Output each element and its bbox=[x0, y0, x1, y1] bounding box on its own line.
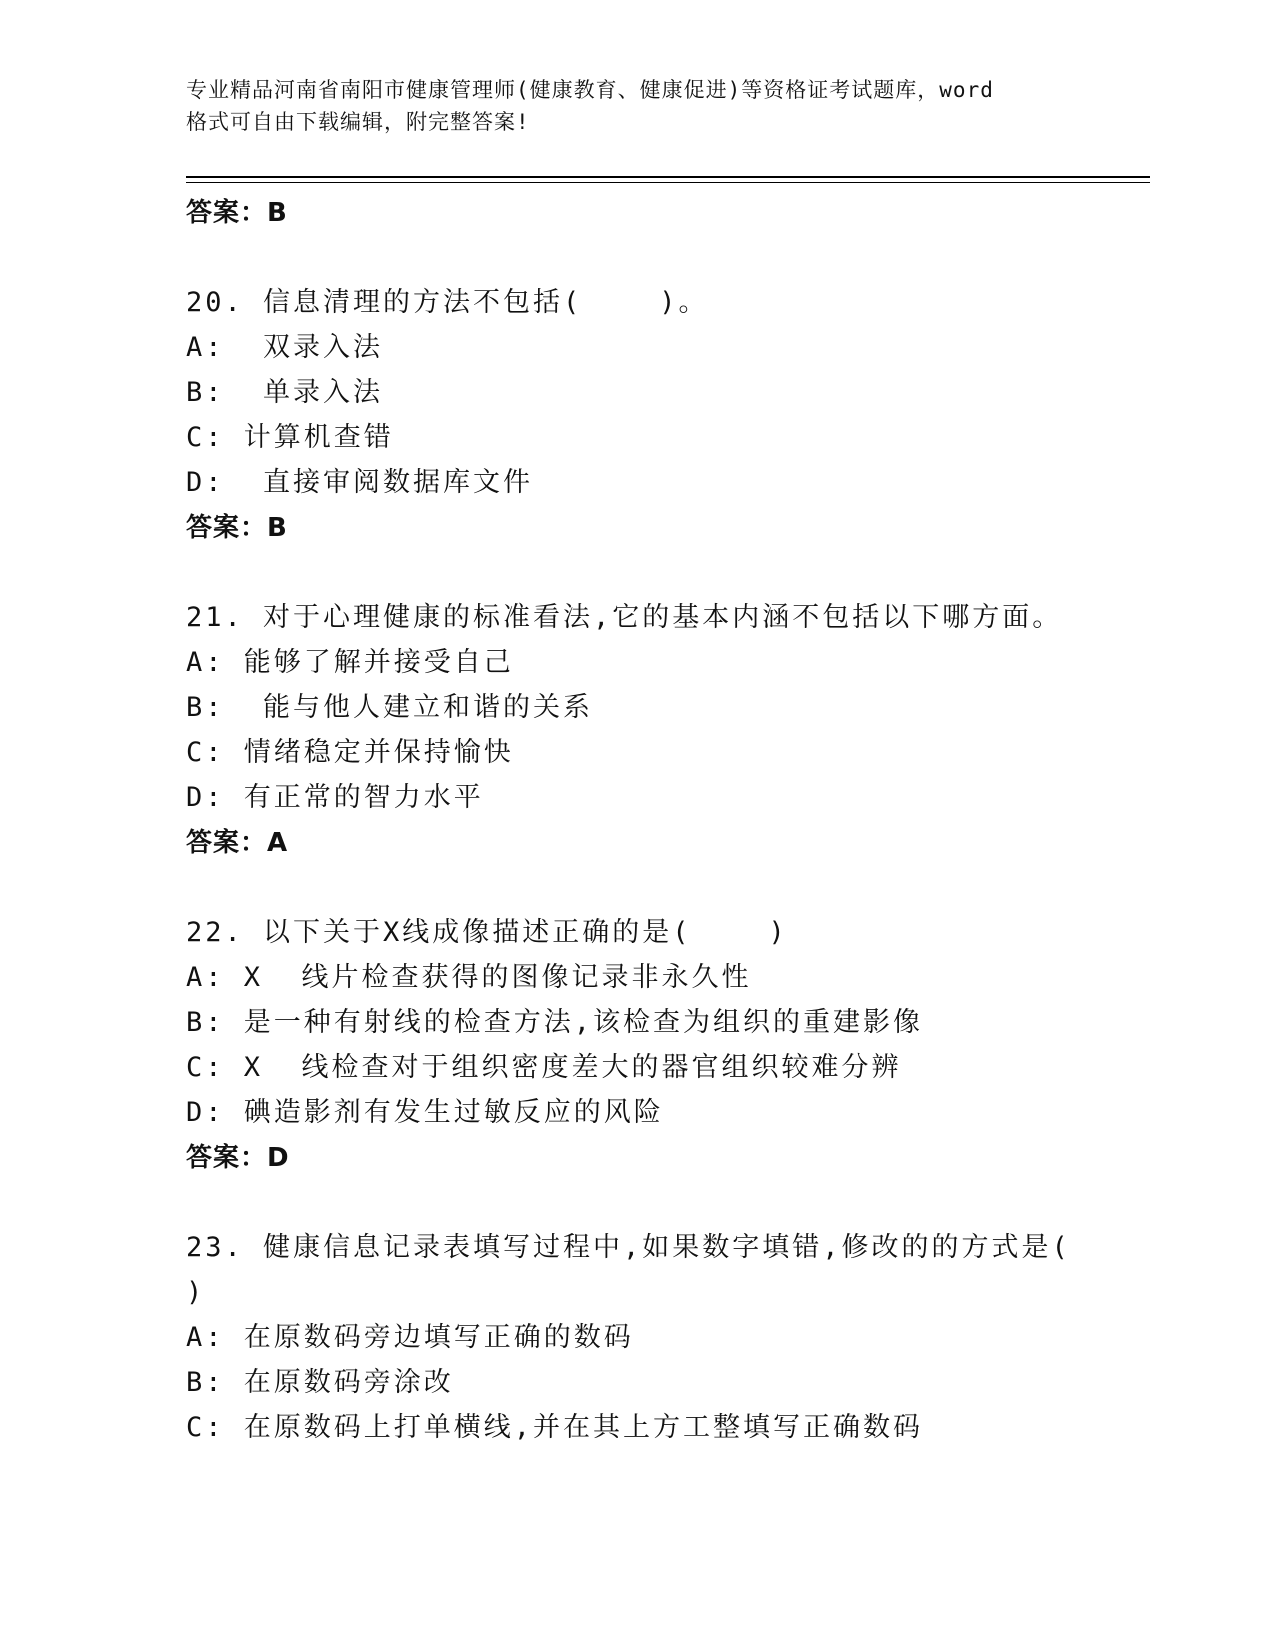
option-a: A: 能够了解并接受自己 bbox=[186, 647, 514, 678]
option-c: C: 计算机查错 bbox=[186, 422, 394, 453]
header-line-2: 格式可自由下载编辑，附完整答案! bbox=[186, 110, 530, 134]
option-c: C: 情绪稳定并保持愉快 bbox=[186, 737, 514, 768]
option-c: C: 在原数码上打单横线,并在其上方工整填写正确数码 bbox=[186, 1412, 924, 1443]
header-rule-thin bbox=[186, 182, 1150, 183]
question-20 bbox=[186, 280, 1146, 551]
answer-q20: 答案：B bbox=[186, 513, 288, 543]
question-stem: 20. 信息清理的方法不包括( )。 bbox=[186, 287, 709, 318]
option-b: B: 能与他人建立和谐的关系 bbox=[186, 692, 594, 723]
answer-q19: 答案：B bbox=[186, 198, 288, 228]
answer-q22: 答案：D bbox=[186, 1143, 290, 1173]
option-d: D: 有正常的智力水平 bbox=[186, 782, 484, 813]
question-23 bbox=[186, 1225, 1146, 1450]
question-list bbox=[186, 190, 1146, 1450]
option-c: C: X 线检查对于组织密度差大的器官组织较难分辨 bbox=[186, 1052, 902, 1083]
answer-q21: 答案：A bbox=[186, 828, 289, 858]
question-stem: 21. 对于心理健康的标准看法,它的基本内涵不包括以下哪方面。 bbox=[186, 602, 1063, 633]
option-b: B: 单录入法 bbox=[186, 377, 384, 408]
question-stem: 22. 以下关于X线成像描述正确的是( ) bbox=[186, 917, 788, 948]
option-a: A: 在原数码旁边填写正确的数码 bbox=[186, 1322, 634, 1353]
page-header bbox=[186, 74, 1086, 138]
option-b: B: 在原数码旁涂改 bbox=[186, 1367, 454, 1398]
option-b: B: 是一种有射线的检查方法,该检查为组织的重建影像 bbox=[186, 1007, 924, 1038]
option-d: D: 碘造影剂有发生过敏反应的风险 bbox=[186, 1097, 664, 1128]
option-d: D: 直接审阅数据库文件 bbox=[186, 467, 534, 498]
question-stem-continuation: ) bbox=[186, 1277, 206, 1308]
header-line-1: 专业精品河南省南阳市健康管理师(健康教育、健康促进)等资格证考试题库，word bbox=[186, 78, 994, 102]
question-stem: 23. 健康信息记录表填写过程中,如果数字填错,修改的的方式是( bbox=[186, 1232, 1071, 1263]
header-rule-thick bbox=[186, 176, 1150, 178]
question-21 bbox=[186, 595, 1146, 866]
option-a: A: X 线片检查获得的图像记录非永久性 bbox=[186, 962, 752, 993]
question-22 bbox=[186, 910, 1146, 1181]
option-a: A: 双录入法 bbox=[186, 332, 384, 363]
